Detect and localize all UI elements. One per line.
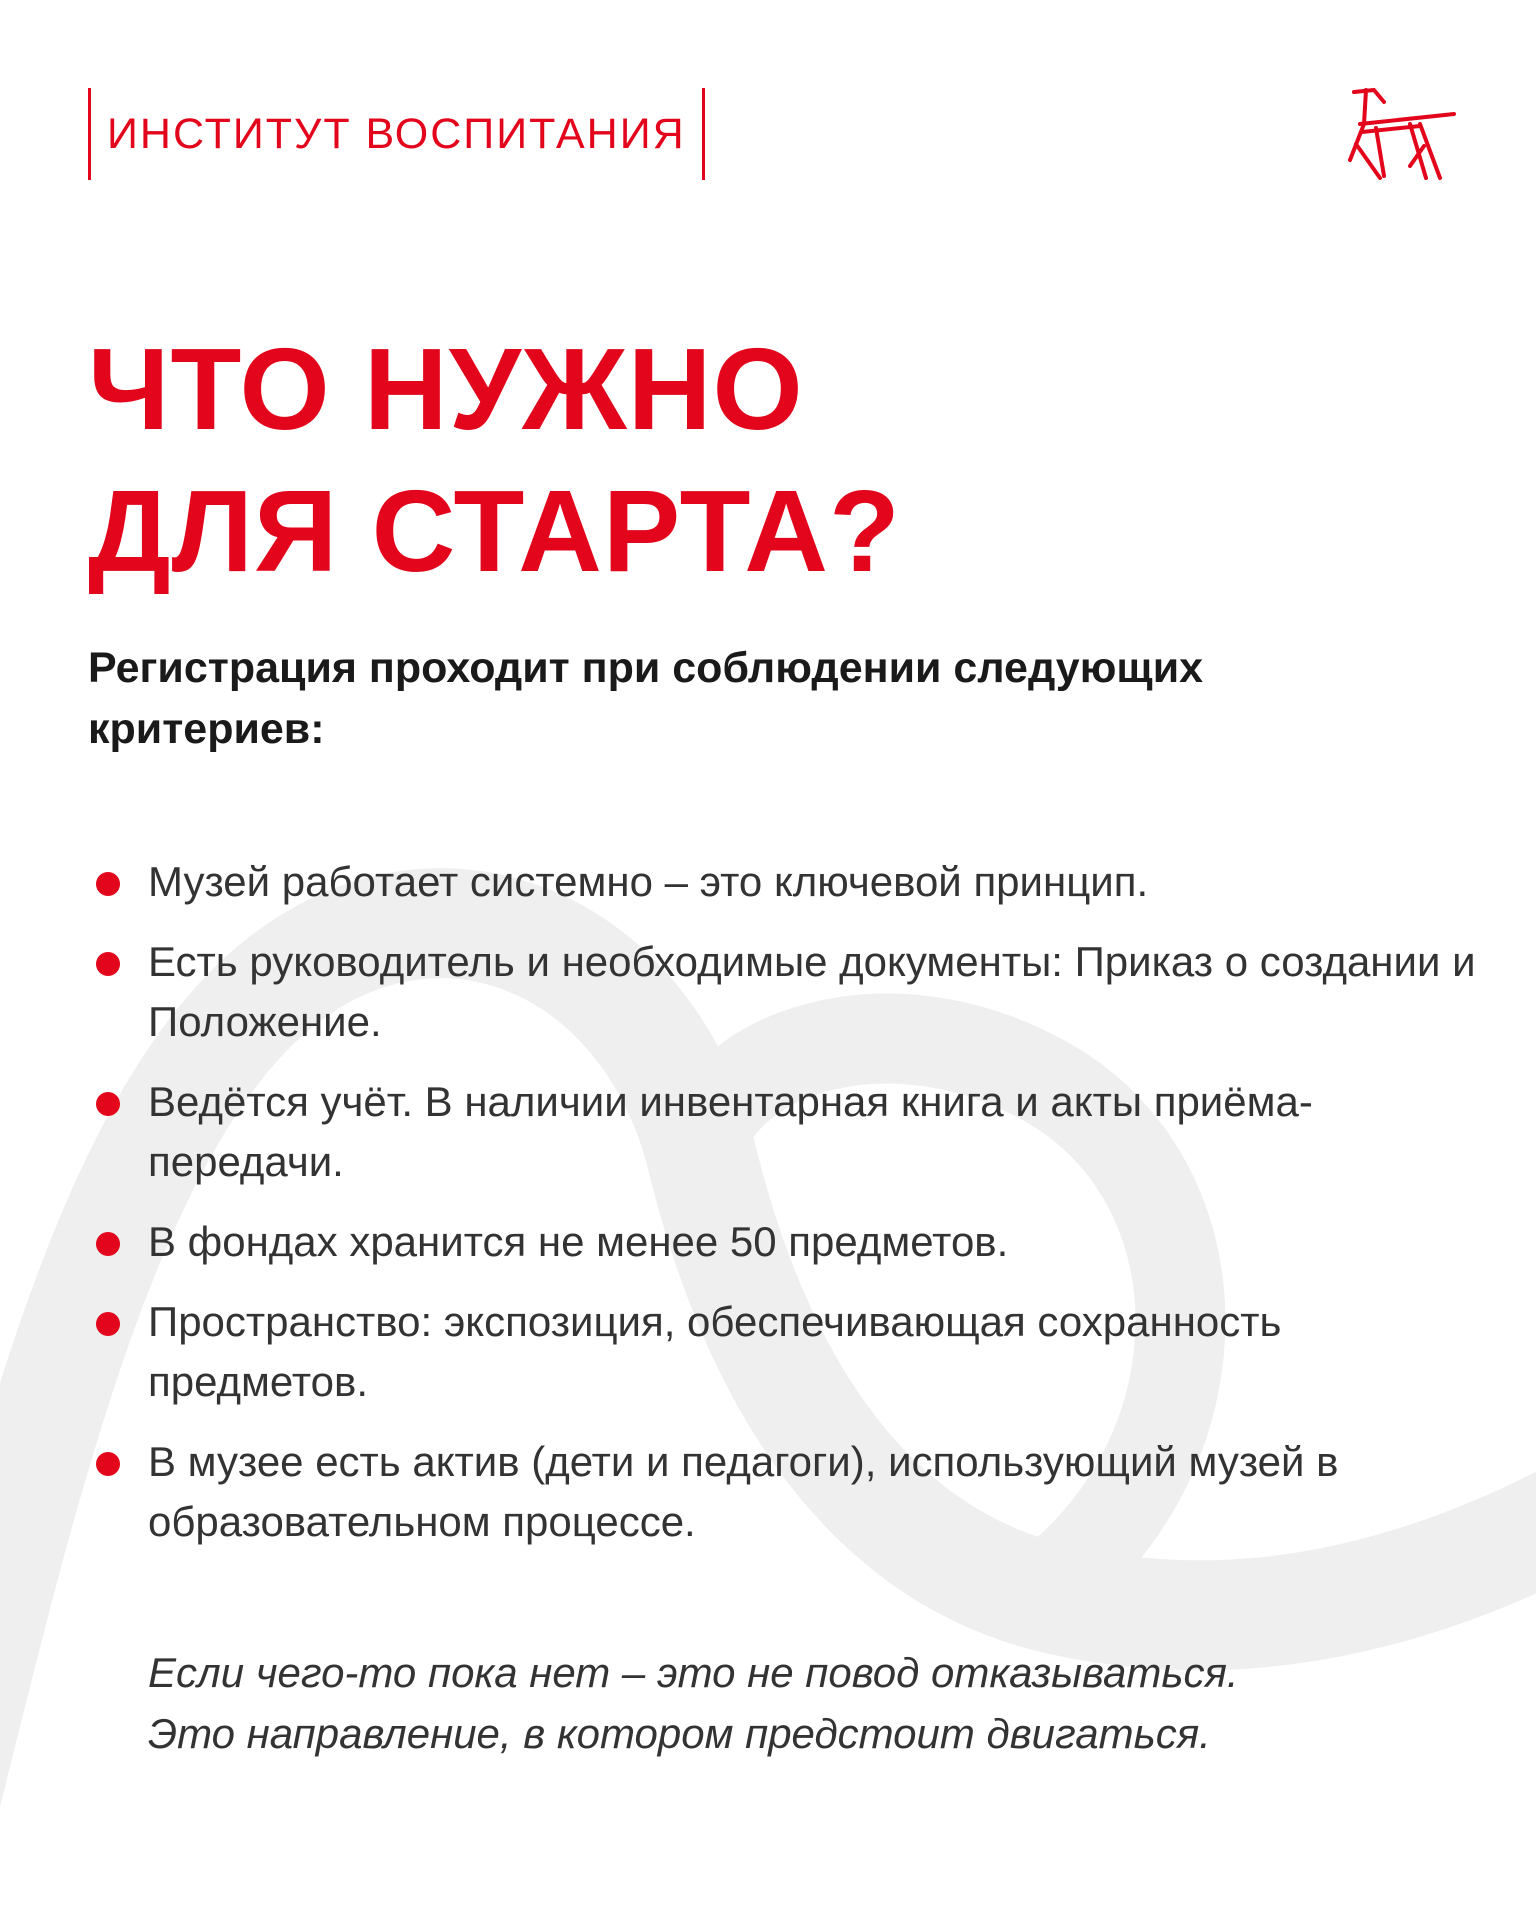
list-item	[88, 1072, 1488, 1192]
bullet-dot-icon	[96, 1312, 120, 1336]
bullet-dot-icon	[96, 1232, 120, 1256]
list-item	[88, 1212, 1488, 1272]
list-item	[88, 1432, 1488, 1552]
list-item-text: В фондах хранится не менее 50 предметов.	[148, 1218, 1009, 1265]
list-item-text: Ведётся учёт. В наличии инвентарная книга и акты приёма-передачи.	[148, 1078, 1313, 1185]
bullet-dot-icon	[96, 1452, 120, 1476]
list-item	[88, 932, 1488, 1052]
list-item-text: В музее есть актив (дети и педагоги), использующий музей в образовательном процессе.	[148, 1438, 1339, 1545]
subtitle: Регистрация проходит при соблюдении следующих критериев:	[88, 644, 1204, 753]
list-item-text: Музей работает системно – это ключевой принцип.	[148, 858, 1149, 905]
title-line-1: ЧТО НУЖНО	[88, 324, 804, 454]
page-title	[88, 318, 901, 602]
list-item	[88, 1292, 1488, 1412]
list-item-text: Пространство: экспозиция, обеспечивающая сохранность предметов.	[148, 1298, 1282, 1405]
list-item	[88, 852, 1488, 912]
list-item-text: Есть руководитель и необходимые документы: Приказ о создании и Положение.	[148, 938, 1476, 1045]
horse-logo-icon	[1340, 86, 1460, 182]
title-line-2: ДЛЯ СТАРТА?	[88, 466, 901, 596]
brand-name: ИНСТИТУТ ВОСПИТАНИЯ	[107, 110, 686, 158]
note-line-2: Это направление, в котором предстоит двигаться.	[148, 1710, 1211, 1757]
brand-header	[88, 88, 705, 180]
criteria-list	[88, 852, 1488, 1572]
note-line-1: Если чего-то пока нет – это не повод отказываться.	[148, 1649, 1239, 1696]
bullet-dot-icon	[96, 1092, 120, 1116]
closing-note	[148, 1642, 1508, 1764]
bullet-dot-icon	[96, 872, 120, 896]
brand-bar-right	[702, 88, 705, 180]
bullet-dot-icon	[96, 952, 120, 976]
